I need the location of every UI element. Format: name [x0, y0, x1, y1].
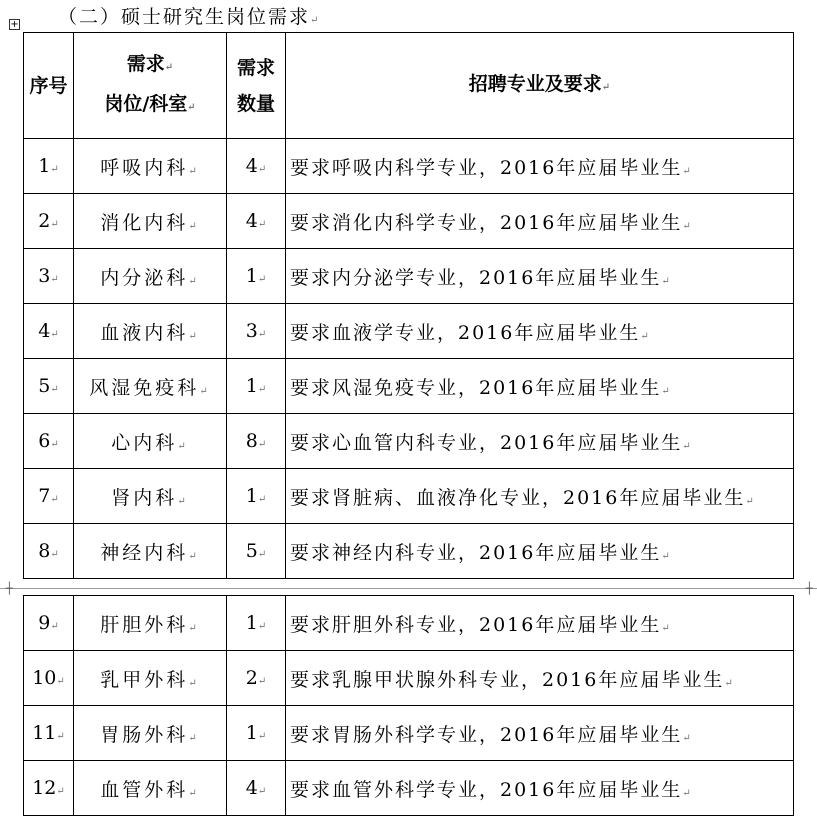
row-requirements: 要求风湿免疫专业，2016年应届毕业生↵	[286, 359, 794, 414]
row-qty: 3↵	[227, 304, 286, 359]
header-qty: 需求 数量	[227, 33, 286, 139]
row-index: 4↵	[24, 304, 74, 359]
row-qty: 1↵	[227, 249, 286, 304]
table-row	[24, 249, 794, 304]
positions-table-part-2	[23, 595, 794, 816]
row-index: 1↵	[24, 139, 74, 194]
section-heading: （二）硕士研究生岗位需求↵	[58, 6, 321, 28]
header-requirements: 招聘专业及要求↵	[286, 33, 794, 139]
table-row	[24, 414, 794, 469]
row-index: 9↵	[24, 596, 74, 651]
row-qty: 4↵	[227, 194, 286, 249]
row-dept: 心内科↵	[74, 414, 227, 469]
row-qty: 4↵	[227, 761, 286, 816]
row-requirements: 要求血管外科学专业，2016年应届毕业生↵	[286, 761, 794, 816]
row-requirements: 要求肾脏病、血液净化专业，2016年应届毕业生↵	[286, 469, 794, 524]
row-index: 5↵	[24, 359, 74, 414]
row-index: 2↵	[24, 194, 74, 249]
row-qty: 2↵	[227, 651, 286, 706]
row-requirements: 要求神经内科专业，2016年应届毕业生↵	[286, 524, 794, 579]
row-dept: 消化内科↵	[74, 194, 227, 249]
header-index: 序号	[24, 33, 74, 139]
row-index: 12↵	[24, 761, 74, 816]
row-index: 11↵	[24, 706, 74, 761]
row-dept: 乳甲外科↵	[74, 651, 227, 706]
row-index: 8↵	[24, 524, 74, 579]
row-qty: 1↵	[227, 359, 286, 414]
row-dept: 血管外科↵	[74, 761, 227, 816]
row-requirements: 要求消化内科学专业，2016年应届毕业生↵	[286, 194, 794, 249]
table-row	[24, 524, 794, 579]
table-row	[24, 469, 794, 524]
positions-table-part-1	[23, 32, 794, 579]
table-row	[24, 194, 794, 249]
row-requirements: 要求乳腺甲状腺外科专业，2016年应届毕业生↵	[286, 651, 794, 706]
row-index: 7↵	[24, 469, 74, 524]
row-requirements: 要求内分泌学专业，2016年应届毕业生↵	[286, 249, 794, 304]
row-dept: 内分泌科↵	[74, 249, 227, 304]
row-dept: 胃肠外科↵	[74, 706, 227, 761]
table-row	[24, 761, 794, 816]
row-dept: 血液内科↵	[74, 304, 227, 359]
table-header-row	[24, 33, 794, 139]
header-dept: 需求↵ 岗位/科室↵	[74, 33, 227, 139]
row-qty: 1↵	[227, 706, 286, 761]
table-row	[24, 706, 794, 761]
row-index: 3↵	[24, 249, 74, 304]
row-dept: 呼吸内科↵	[74, 139, 227, 194]
page-break-line	[0, 588, 817, 589]
row-index: 10↵	[24, 651, 74, 706]
row-dept: 肝胆外科↵	[74, 596, 227, 651]
row-qty: 1↵	[227, 596, 286, 651]
row-qty: 8↵	[227, 414, 286, 469]
table-move-handle-icon[interactable]: +	[10, 19, 19, 30]
row-index: 6↵	[24, 414, 74, 469]
row-qty: 5↵	[227, 524, 286, 579]
row-qty: 1↵	[227, 469, 286, 524]
row-dept: 风湿免疫科↵	[74, 359, 227, 414]
row-dept: 肾内科↵	[74, 469, 227, 524]
table-row	[24, 304, 794, 359]
page-break-marker-left: ┼	[6, 582, 13, 595]
row-requirements: 要求肝胆外科专业，2016年应届毕业生↵	[286, 596, 794, 651]
table-row	[24, 359, 794, 414]
row-requirements: 要求心血管内科专业，2016年应届毕业生↵	[286, 414, 794, 469]
row-qty: 4↵	[227, 139, 286, 194]
table-row	[24, 139, 794, 194]
table-row	[24, 596, 794, 651]
row-dept: 神经内科↵	[74, 524, 227, 579]
page-break-marker-right: ┼	[806, 582, 813, 595]
table-row	[24, 651, 794, 706]
row-requirements: 要求呼吸内科学专业，2016年应届毕业生↵	[286, 139, 794, 194]
row-requirements: 要求血液学专业，2016年应届毕业生↵	[286, 304, 794, 359]
row-requirements: 要求胃肠外科学专业，2016年应届毕业生↵	[286, 706, 794, 761]
